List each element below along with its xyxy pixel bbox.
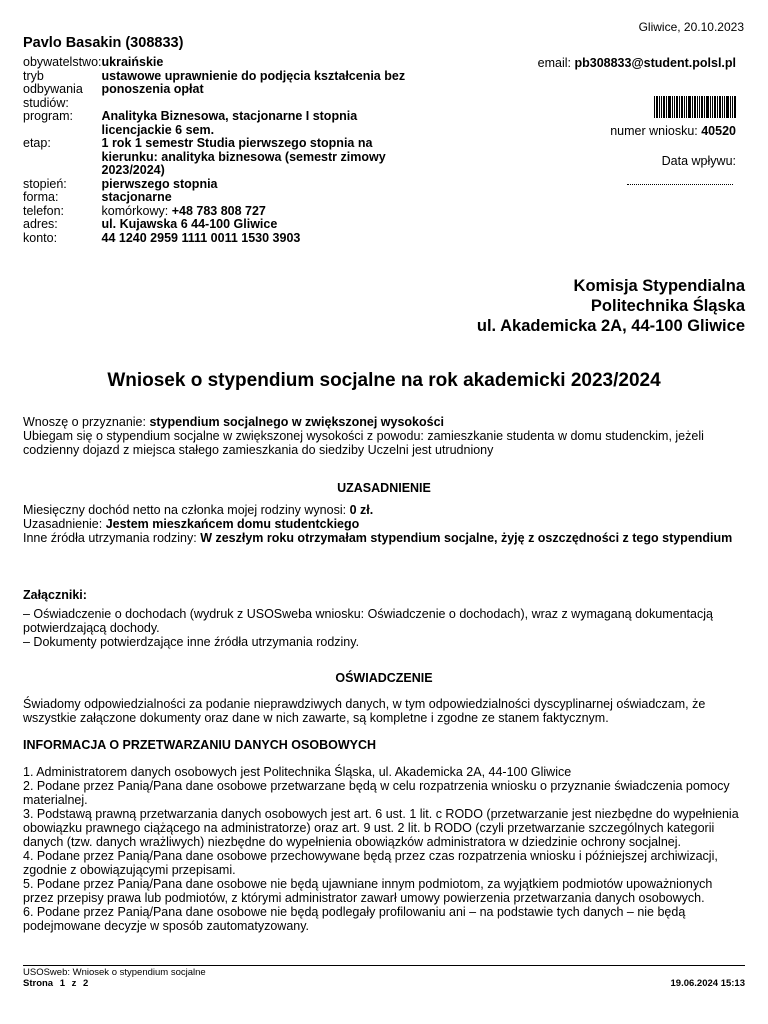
info-row-phone <box>23 205 422 219</box>
attachment-item: – Oświadczenie o dochodach (wydruk z USOSweba wniosku: Oświadczenie o dochodach), wraz z wymaganą dokumentacją potwierdzającą dochody. <box>23 607 713 635</box>
received-date-label: Data wpływu: <box>661 154 736 168</box>
application-number-label: numer wniosku: <box>610 124 698 138</box>
reason-label: Uzasadnienie: <box>23 517 103 531</box>
attachment-item: – Dokumenty potwierdzające inne źródła utrzymania rodziny. <box>23 635 360 649</box>
student-name: Pavlo Basakin (308833) <box>23 35 184 51</box>
justification-section <box>23 503 745 545</box>
income-value: 0 zł. <box>349 503 374 517</box>
gdpr-item: 4. Podane przez Panią/Pana dane osobowe przechowywane będą przez czas rozpatrzenia wniosku i późniejszej archiwizacji, zgodnie z obowiązującymi przepisami. <box>23 849 718 877</box>
gdpr-heading: INFORMACJA O PRZETWARZANIU DANYCH OSOBOWYCH <box>23 738 377 752</box>
other-income-value: W zeszłym roku otrzymałam stypendium socjalne, żyję z oszczędności z tego stypendium <box>200 531 733 545</box>
other-income-label: Inne źródła utrzymania rodziny: <box>23 531 197 545</box>
declaration-text: Świadomy odpowiedzialności za podanie nieprawdziwych danych, w tym odpowiedzialności dyscyplinarnej oświadczam, że wszystkie załączone dokumenty oraz dane w nich zawarte, są kompletne i zgodne ze stanem faktycznym. <box>23 697 706 725</box>
info-value: ustawowe uprawnienie do podjęcia kształcenia bez ponoszenia opłat <box>101 68 406 96</box>
info-row-degree <box>23 178 422 192</box>
info-value: ukraińskie <box>101 55 164 69</box>
income-label: Miesięczny dochód netto na członka mojej rodziny wynosi: <box>23 503 347 517</box>
email-label: email: <box>537 56 571 70</box>
info-label: adres: <box>23 217 58 231</box>
request-value: stypendium socjalnego w zwiększonej wysokości <box>149 415 444 429</box>
info-row-stage <box>23 137 422 178</box>
recipient-line: Politechnika Śląska <box>590 297 745 315</box>
justification-heading: UZASADNIENIE <box>337 481 431 495</box>
gdpr-item: 6. Podane przez Panią/Pana dane osobowe nie będą podlegały profilowaniu ani – na podstawie tych danych – nie będą podejmowane decyzje w sposób zautomatyzowany. <box>23 905 686 933</box>
application-number: 40520 <box>701 124 736 138</box>
info-row-citizenship <box>23 56 422 70</box>
info-value: stacjonarne <box>101 190 172 204</box>
email-line <box>538 56 736 70</box>
info-value: 1 rok 1 semestr Studia pierwszego stopnia na kierunku: analityka biznesowa (semestr zimowy 2023/2024) <box>101 136 386 177</box>
recipient-line: Komisja Stypendialna <box>573 277 745 295</box>
request-reason: Ubiegam się o stypendium socjalne w zwiększonej wysokości z powodu: zamieszkanie studenta w domu studenckim, jeżeli codzienny dojazd z miejsca stałego zamieszkania do siedziby Uczelni jest utrudniony <box>23 429 704 457</box>
info-label: stopień: <box>23 176 67 191</box>
phone-type: komórkowy: <box>101 203 169 218</box>
document-date: Gliwice, 20.10.2023 <box>638 20 744 34</box>
gdpr-item: 2. Podane przez Panią/Pana dane osobowe przetwarzane będą w celu rozpatrzenia wniosku o przyznanie świadczenia pomocy materialnej. <box>23 779 730 807</box>
gdpr-item: 1. Administratorem danych osobowych jest Politechnika Śląska, ul. Akademicka 2A, 44-100 Gliwice <box>23 765 572 779</box>
recipient-line: ul. Akademicka 2A, 44-100 Gliwice <box>476 317 745 335</box>
declaration-heading: OŚWIADCZENIE <box>335 671 433 685</box>
info-value: pierwszego stopnia <box>101 176 218 191</box>
email-address: pb308833@student.polsl.pl <box>574 56 736 70</box>
request-label: Wnoszę o przyznanie: <box>23 415 146 429</box>
application-number-line <box>610 124 736 138</box>
info-row-account <box>23 232 422 246</box>
info-row-form <box>23 191 422 205</box>
footer-divider <box>23 965 745 966</box>
info-label: telefon: <box>23 203 65 218</box>
phone-number: +48 783 808 727 <box>171 203 266 218</box>
attachments-list <box>23 607 745 649</box>
info-label: obywatelstwo: <box>23 55 102 69</box>
info-label: tryb odbywania studiów: <box>23 68 83 110</box>
info-label: forma: <box>23 190 59 204</box>
footer-source: USOSweb: Wniosek o stypendium socjalne <box>23 967 206 978</box>
document-title: Wniosek o stypendium socjalne na rok akademicki 2023/2024 <box>107 370 661 391</box>
info-value: Analityka Biznesowa, stacjonarne I stopnia licencjackie 6 sem. <box>101 109 358 137</box>
info-label: program: <box>23 109 74 123</box>
info-label: etap: <box>23 136 51 150</box>
info-value: 44 1240 2959 1111 0011 1530 3903 <box>101 230 301 245</box>
barcode-icon <box>654 96 736 118</box>
received-date-field <box>627 178 733 185</box>
info-row-address <box>23 218 422 232</box>
gdpr-item: 5. Podane przez Panią/Pana dane osobowe nie będą ujawniane innym podmiotom, za wyjątkiem podmiotów upoważnionych przez przepisy prawa lub podmiotów, z którymi administrator zawarł umowy powierzenia przetwarzania danych osobowych. <box>23 877 713 905</box>
gdpr-item: 3. Podstawą prawną przetwarzania danych osobowych jest art. 6 ust. 1 lit. c RODO (przetwarzanie jest niezbędne do wypełnienia obowiązku prawnego ciążącego na administratorze) oraz art. 9 ust. 2 lit. b RODO (czyli przetwarzanie szczególnych kategorii danych (tzw. danych wrażliwych) niezbędne do wypełnienia obowiązków administratora w dziedzinie ochrony socjalnej. <box>23 807 739 849</box>
info-row-study-mode <box>23 70 422 111</box>
request-section <box>23 415 745 457</box>
reason-value: Jestem mieszkańcem domu studentckiego <box>105 517 360 531</box>
student-info-table <box>23 56 422 245</box>
info-label: konto: <box>23 230 58 245</box>
footer-page-number: Strona 1 z 2 <box>23 978 89 989</box>
footer-timestamp: 19.06.2024 15:13 <box>670 978 745 989</box>
recipient-address <box>477 276 745 336</box>
info-value: ul. Kujawska 6 44-100 Gliwice <box>101 217 278 231</box>
attachments-heading: Załączniki: <box>23 588 87 602</box>
info-row-program <box>23 110 422 137</box>
gdpr-list <box>23 765 745 933</box>
